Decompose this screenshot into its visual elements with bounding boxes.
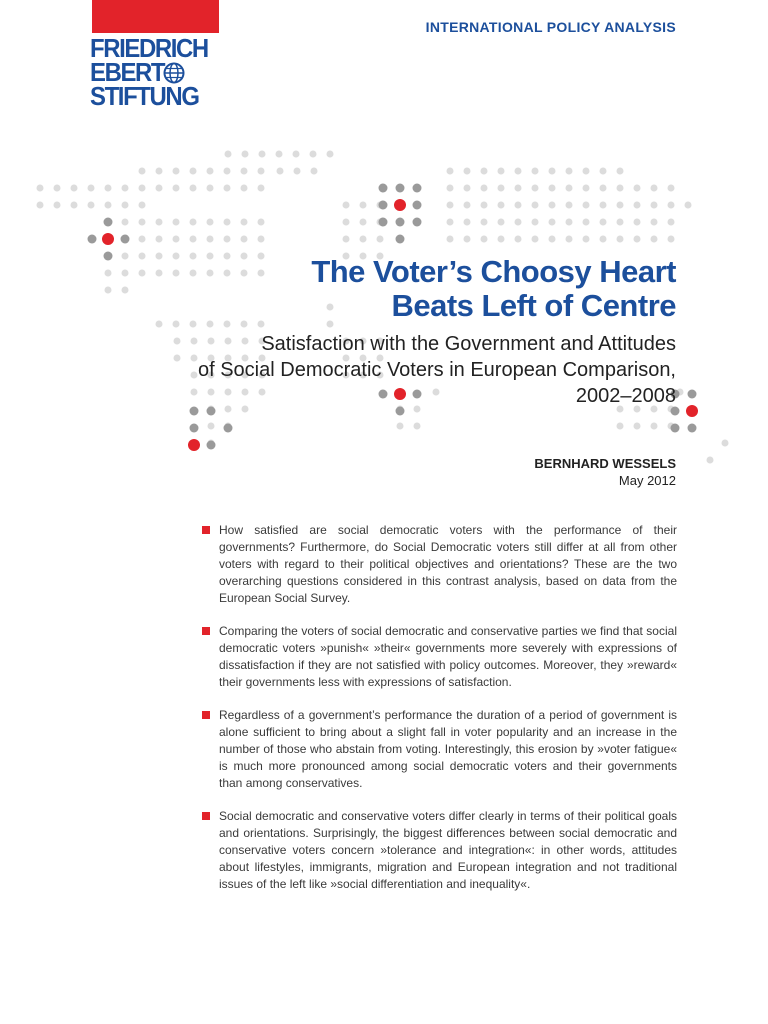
map-dot (122, 253, 129, 260)
map-dot (156, 219, 163, 226)
map-dot (173, 321, 180, 328)
map-dot (207, 185, 214, 192)
map-dot (498, 236, 505, 243)
map-dot (156, 236, 163, 243)
map-dot (54, 202, 61, 209)
map-dot (104, 252, 113, 261)
map-dot (651, 236, 658, 243)
map-dot (241, 168, 248, 175)
map-dot (413, 218, 422, 227)
map-dot (447, 236, 454, 243)
map-dot (105, 287, 112, 294)
map-dot (394, 199, 406, 211)
map-dot (139, 236, 146, 243)
map-dot (224, 270, 231, 277)
map-dot (634, 423, 641, 430)
map-dot (634, 185, 641, 192)
map-dot (583, 168, 590, 175)
map-dot (190, 236, 197, 243)
map-dot (481, 168, 488, 175)
map-dot (207, 168, 214, 175)
map-dot (515, 185, 522, 192)
map-dot (447, 202, 454, 209)
map-dot (54, 185, 61, 192)
map-dot (105, 270, 112, 277)
map-dot (481, 219, 488, 226)
summary-text: Regardless of a government’s performance the duration of a period of government is alone sufficient to bring about a slight fall in voter popularity and an increase in the number of those who abstain from voting. Interestingly, this erosion by »voter fatigue« is much more pronounced among social democratic voters and their governments than among conservatives. (219, 708, 677, 790)
map-dot (532, 168, 539, 175)
summary-list (201, 522, 677, 909)
map-dot (241, 185, 248, 192)
map-dot (207, 321, 214, 328)
map-dot (156, 185, 163, 192)
map-dot (396, 184, 405, 193)
map-dot (156, 253, 163, 260)
map-dot (464, 236, 471, 243)
map-dot (207, 236, 214, 243)
map-dot (310, 151, 317, 158)
map-dot (173, 219, 180, 226)
map-dot (258, 185, 265, 192)
map-dot (241, 270, 248, 277)
bullet-square-icon (202, 711, 210, 719)
map-dot (498, 202, 505, 209)
map-dot (224, 424, 233, 433)
map-dot (88, 185, 95, 192)
map-dot (481, 202, 488, 209)
map-dot (343, 236, 350, 243)
logo-line-2: EBERT (90, 57, 165, 87)
map-dot (566, 202, 573, 209)
fes-logo (90, 33, 230, 111)
logo-red-bar (92, 0, 219, 33)
map-dot (105, 185, 112, 192)
map-dot (464, 185, 471, 192)
map-dot (379, 218, 388, 227)
map-dot (481, 185, 488, 192)
map-dot (139, 202, 146, 209)
map-dot (600, 185, 607, 192)
map-dot (207, 270, 214, 277)
publication-date: May 2012 (618, 473, 676, 488)
subtitle-line-1: Satisfaction with the Government and Attitudes (261, 333, 676, 355)
author-name: BERNHARD WESSELS (534, 456, 676, 471)
map-dot (447, 185, 454, 192)
map-dot (464, 219, 471, 226)
map-dot (566, 185, 573, 192)
map-dot (668, 185, 675, 192)
map-dot (190, 253, 197, 260)
map-dot (225, 151, 232, 158)
map-dot (600, 236, 607, 243)
map-dot (190, 424, 199, 433)
subtitle-line-3: 2002–2008 (575, 385, 676, 407)
map-dot (549, 219, 556, 226)
map-dot (688, 390, 697, 399)
map-dot (104, 218, 113, 227)
map-dot (105, 202, 112, 209)
summary-text: Social democratic and conservative voters differ clearly in terms of their political goals and orientations. Surprisingly, the biggest differences between social democratic and conservative voters concern »tolerance and integration«: in other words, attitudes about lifestyles, immigrants, migration and European integration and not traditional issues of the left like »social differentiation and inequality«. (219, 809, 677, 891)
map-dot (139, 219, 146, 226)
summary-text: Comparing the voters of social democratic and conservative parties we find that social democratic voters »punish« »their« governments more severely with expressions of dissatisfaction if they are not satisfied with policy outcomes. Moreover, they »reward« their governments less with expressions of satisfaction. (219, 624, 677, 689)
map-dot (464, 168, 471, 175)
map-dot (651, 202, 658, 209)
map-dot (122, 202, 129, 209)
map-dot (685, 202, 692, 209)
logo-line-3: STIFTUNG (90, 81, 199, 111)
summary-item (201, 808, 677, 893)
map-dot (102, 233, 114, 245)
map-dot (122, 270, 129, 277)
map-dot (258, 168, 265, 175)
map-dot (191, 355, 198, 362)
map-dot (498, 168, 505, 175)
map-dot (360, 236, 367, 243)
map-dot (258, 321, 265, 328)
map-dot (207, 441, 216, 450)
map-dot (191, 389, 198, 396)
map-dot (549, 185, 556, 192)
map-dot (71, 202, 78, 209)
map-dot (360, 202, 367, 209)
map-dot (173, 185, 180, 192)
map-dot (651, 423, 658, 430)
map-dot (447, 219, 454, 226)
map-dot (190, 219, 197, 226)
map-dot (464, 202, 471, 209)
summary-item (201, 623, 677, 691)
map-dot (258, 219, 265, 226)
map-dot (139, 253, 146, 260)
map-dot (515, 168, 522, 175)
map-dot (190, 185, 197, 192)
globe-icon (163, 62, 185, 84)
map-dot (617, 202, 624, 209)
map-dot (71, 185, 78, 192)
map-dot (259, 151, 266, 158)
map-dot (343, 202, 350, 209)
map-dot (258, 270, 265, 277)
map-dot (413, 201, 422, 210)
map-dot (122, 219, 129, 226)
map-dot (688, 424, 697, 433)
map-dot (343, 219, 350, 226)
map-dot (377, 236, 384, 243)
map-dot (241, 236, 248, 243)
series-label: INTERNATIONAL POLICY ANALYSIS (425, 19, 676, 35)
map-dot (414, 423, 421, 430)
map-dot (122, 287, 129, 294)
map-dot (224, 321, 231, 328)
map-dot (224, 236, 231, 243)
map-dot (207, 219, 214, 226)
map-dot (294, 168, 301, 175)
map-dot (396, 235, 405, 244)
map-dot (600, 219, 607, 226)
map-dot (379, 184, 388, 193)
map-dot (191, 338, 198, 345)
map-dot (224, 185, 231, 192)
logo-line-1: FRIEDRICH (90, 33, 208, 63)
map-dot (174, 338, 181, 345)
map-dot (139, 168, 146, 175)
map-dot (668, 219, 675, 226)
map-dot (617, 423, 624, 430)
map-dot (447, 168, 454, 175)
map-dot (208, 423, 215, 430)
map-dot (190, 270, 197, 277)
map-dot (532, 202, 539, 209)
map-dot (121, 235, 130, 244)
bullet-square-icon (202, 627, 210, 635)
map-dot (498, 185, 505, 192)
map-dot (207, 253, 214, 260)
map-dot (549, 202, 556, 209)
map-dot (88, 235, 97, 244)
title-line-2: Beats Left of Centre (391, 288, 676, 323)
title-line-1: The Voter’s Choosy Heart (311, 254, 676, 289)
map-dot (188, 439, 200, 451)
map-dot (583, 185, 590, 192)
map-dot (37, 185, 44, 192)
map-dot (634, 202, 641, 209)
map-dot (224, 219, 231, 226)
map-dot (360, 219, 367, 226)
map-dot (532, 219, 539, 226)
map-dot (311, 168, 318, 175)
map-dot (156, 168, 163, 175)
map-dot (617, 236, 624, 243)
map-dot (190, 321, 197, 328)
bullet-square-icon (202, 526, 210, 534)
map-dot (241, 219, 248, 226)
map-dot (379, 201, 388, 210)
map-dot (566, 219, 573, 226)
map-dot (241, 321, 248, 328)
map-dot (277, 168, 284, 175)
map-dot (498, 219, 505, 226)
document-title (311, 255, 676, 323)
map-dot (668, 236, 675, 243)
summary-text: How satisfied are social democratic voters with the performance of their governments? Furthermore, do Social Democratic voters still differ at all from other voters with regard to their political objectives and orientations? These are the two overarching questions considered in this contrast analysis, based on data from the European Social Survey. (219, 523, 677, 605)
map-dot (617, 168, 624, 175)
map-dot (634, 236, 641, 243)
map-dot (532, 236, 539, 243)
map-dot (241, 253, 248, 260)
map-dot (242, 151, 249, 158)
map-dot (515, 202, 522, 209)
map-dot (156, 270, 163, 277)
summary-item (201, 522, 677, 607)
map-dot (413, 184, 422, 193)
map-dot (722, 440, 729, 447)
map-dot (515, 236, 522, 243)
map-dot (707, 457, 714, 464)
map-dot (651, 219, 658, 226)
map-dot (37, 202, 44, 209)
map-dot (276, 151, 283, 158)
map-dot (173, 270, 180, 277)
map-dot (566, 168, 573, 175)
map-dot (532, 185, 539, 192)
map-dot (122, 185, 129, 192)
subtitle-line-2: of Social Democratic Voters in European Comparison, (197, 359, 676, 381)
map-dot (481, 236, 488, 243)
map-dot (190, 168, 197, 175)
map-dot (600, 168, 607, 175)
map-dot (139, 270, 146, 277)
map-dot (583, 202, 590, 209)
map-dot (327, 151, 334, 158)
map-dot (600, 202, 607, 209)
map-dot (173, 236, 180, 243)
map-dot (583, 236, 590, 243)
map-dot (617, 185, 624, 192)
map-dot (173, 168, 180, 175)
map-dot (671, 424, 680, 433)
bullet-square-icon (202, 812, 210, 820)
map-dot (156, 321, 163, 328)
map-dot (686, 405, 698, 417)
map-dot (293, 151, 300, 158)
map-dot (515, 219, 522, 226)
map-dot (651, 185, 658, 192)
map-dot (191, 372, 198, 379)
map-dot (88, 202, 95, 209)
map-dot (258, 236, 265, 243)
map-dot (549, 168, 556, 175)
map-dot (139, 185, 146, 192)
map-dot (583, 219, 590, 226)
map-dot (258, 253, 265, 260)
map-dot (173, 253, 180, 260)
map-dot (668, 202, 675, 209)
map-dot (396, 218, 405, 227)
map-dot (634, 219, 641, 226)
map-dot (549, 236, 556, 243)
map-dot (617, 219, 624, 226)
document-subtitle (198, 331, 676, 409)
map-dot (174, 355, 181, 362)
map-dot (224, 168, 231, 175)
map-dot (224, 253, 231, 260)
summary-item (201, 707, 677, 792)
map-dot (397, 423, 404, 430)
map-dot (566, 236, 573, 243)
